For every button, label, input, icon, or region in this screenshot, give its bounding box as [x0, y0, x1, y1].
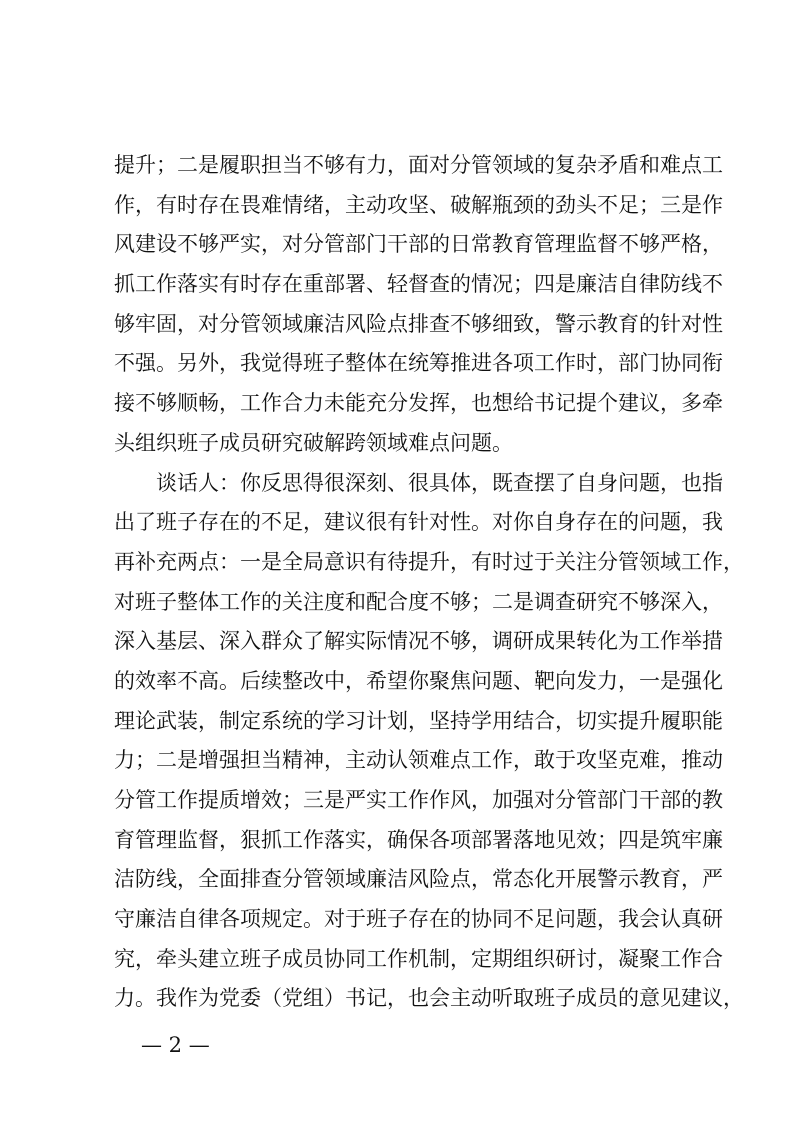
text-line: 谈话人：你反思得很深刻、很具体，既查摆了自身问题，也指: [156, 470, 723, 495]
text-line: 力。我作为党委（党组）书记，也会主动听取班子成员的意见建议，: [114, 986, 744, 1011]
text-line: 风建设不够严实，对分管部门干部的日常教育管理监督不够严格，: [114, 232, 723, 257]
paragraph-2: [114, 464, 744, 1020]
text-line: 不强。另外，我觉得班子整体在统筹推进各项工作时，部门协同衔: [114, 351, 723, 376]
document-body: [114, 146, 744, 1019]
text-line: 作，有时存在畏难情绪，主动攻坚、破解瓶颈的劲头不足；三是作: [114, 192, 723, 217]
text-line: 洁防线，全面排查分管领域廉洁风险点，常态化开展警示教育，严: [114, 867, 723, 892]
text-line: 头组织班子成员研究破解跨领域难点问题。: [114, 430, 513, 455]
text-line: 守廉洁自律各项规定。对于班子存在的协同不足问题，我会认真研: [114, 907, 723, 932]
text-line: 分管工作提质增效；三是严实工作作风，加强对分管部门干部的教: [114, 788, 723, 812]
text-line: 育管理监督，狠抓工作落实，确保各项部署落地见效；四是筑牢廉: [114, 827, 723, 852]
text-line: 出了班子存在的不足，建议很有针对性。对你自身存在的问题，我: [114, 510, 723, 535]
text-line: 对班子整体工作的关注度和配合度不够；二是调查研究不够深入，: [114, 589, 723, 614]
text-line: 力；二是增强担当精神，主动认领难点工作，敢于攻坚克难，推动: [114, 748, 723, 773]
text-line: 究，牵头建立班子成员协同工作机制，定期组织研讨，凝聚工作合: [114, 946, 723, 971]
page-number: — 2 —: [141, 1033, 210, 1057]
text-line: 抓工作落实有时存在重部署、轻督查的情况；四是廉洁自律防线不: [114, 272, 723, 297]
text-line: 深入基层、深入群众了解实际情况不够，调研成果转化为工作举措: [114, 629, 723, 654]
text-line: 提升；二是履职担当不够有力，面对分管领域的复杂矛盾和难点工: [114, 153, 723, 177]
text-line: 再补充两点：一是全局意识有待提升，有时过于关注分管领域工作，: [114, 549, 744, 574]
text-line: 够牢固，对分管领域廉洁风险点排查不够细致，警示教育的针对性: [114, 311, 723, 336]
text-line: 接不够顺畅，工作合力未能充分发挥，也想给书记提个建议，多牵: [114, 391, 723, 416]
text-line: 的效率不高。后续整改中，希望你聚焦问题、靶向发力，一是强化: [114, 668, 723, 693]
text-line: 理论武装，制定系统的学习计划，坚持学用结合，切实提升履职能: [114, 708, 723, 733]
paragraph-1: [114, 146, 723, 464]
